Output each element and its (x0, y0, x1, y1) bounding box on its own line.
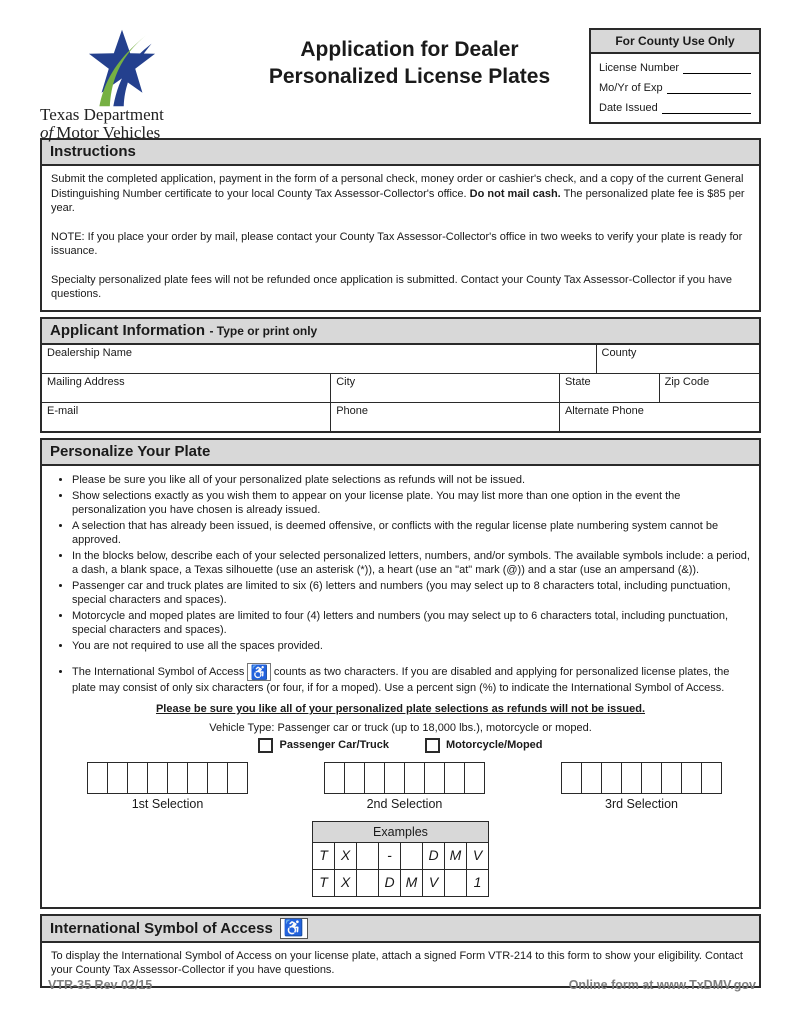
example-cell: D (423, 842, 445, 869)
plate-character-cell[interactable] (208, 763, 228, 793)
instructions-paragraph-3: Specialty personalized plate fees will not be refunded once application is submitted. Contact your County Tax Assessor-Collector if you have questions. (51, 273, 732, 301)
example-cell: V (423, 869, 445, 896)
email-field[interactable]: E-mail (47, 404, 79, 417)
plate-character-cell[interactable] (662, 763, 682, 793)
personalize-body (42, 466, 759, 907)
passenger-car-truck-option: Passenger Car/Truck (258, 738, 388, 753)
mailing-address-field[interactable]: Mailing Address (47, 375, 125, 388)
instructions-body (42, 166, 759, 310)
isa-header: International Symbol of Access ♿ (42, 916, 759, 943)
example-cell: T (313, 842, 335, 869)
county-date-issued-field: Date Issued (599, 102, 751, 114)
bullet-item: • Passenger car and truck plates are limited to six (6) letters and numbers (you may select up to 8 characters total, including punctuation, special characters and spaces). (72, 579, 750, 607)
alternate-phone-field[interactable]: Alternate Phone (559, 403, 759, 431)
example-cell: X (335, 842, 357, 869)
plate-character-cell[interactable] (445, 763, 465, 793)
example-cell: M (401, 869, 423, 896)
logo-line2: of Motor Vehicles (40, 122, 161, 142)
plate-character-cell[interactable] (108, 763, 128, 793)
online-form-note: Online form at www.TxDMV.gov (568, 978, 756, 992)
isa-section (40, 914, 761, 988)
wheelchair-icon: ♿ (280, 918, 308, 939)
example-cell (357, 869, 379, 896)
applicant-row-1 (42, 345, 759, 373)
example-cell: 1 (467, 869, 489, 896)
form-number: VTR-35 Rev 02/15 (48, 978, 153, 992)
example-cell: - (379, 842, 401, 869)
applicant-header: Applicant Information - Type or print only (42, 319, 759, 345)
bullet-item: • Please be sure you like all of your personalized plate selections as refunds will not be issued. (72, 473, 750, 487)
personalize-bullet-list (51, 473, 750, 695)
selection-1-cells (87, 762, 248, 794)
form-title (230, 28, 589, 91)
examples-row-1 (313, 842, 489, 869)
plate-character-cell[interactable] (385, 763, 405, 793)
personalize-section (40, 438, 761, 909)
txdmv-logo-text (40, 106, 230, 142)
selection-group-3 (561, 762, 722, 812)
txdmv-logo (40, 28, 230, 142)
plate-character-cell[interactable] (345, 763, 365, 793)
form-header (40, 28, 761, 142)
selection-group-2 (324, 762, 485, 812)
city-field[interactable]: City (330, 374, 559, 402)
selection-boxes-row (51, 762, 750, 812)
plate-character-cell[interactable] (188, 763, 208, 793)
selection-3-label: 3rd Selection (605, 796, 678, 811)
plate-character-cell[interactable] (465, 763, 484, 793)
examples-title: Examples (313, 821, 489, 842)
applicant-row-3 (42, 402, 759, 431)
blank-line (667, 82, 751, 94)
plate-character-cell[interactable] (365, 763, 385, 793)
bullet-item: • Show selections exactly as you wish them to appear on your license plate. You may list more than one option in the event the personalization you have chosen is already issued. (72, 489, 750, 517)
dealership-name-field[interactable]: Dealership Name (47, 346, 132, 359)
example-cell (357, 842, 379, 869)
bullet-item: • You are not required to use all the spaces provided. (72, 639, 750, 653)
blank-line (662, 102, 751, 114)
plate-character-cell[interactable] (228, 763, 247, 793)
form-title-line1: Application for Dealer (300, 38, 519, 61)
selection-2-cells (324, 762, 485, 794)
plate-character-cell[interactable] (325, 763, 345, 793)
applicant-grid (42, 345, 759, 431)
plate-character-cell[interactable] (148, 763, 168, 793)
county-field[interactable]: County (596, 345, 759, 373)
example-cell: M (445, 842, 467, 869)
plate-character-cell[interactable] (622, 763, 642, 793)
checkbox-motorcycle-moped[interactable] (425, 738, 440, 753)
county-exp-field: Mo/Yr of Exp (599, 82, 751, 94)
plate-character-cell[interactable] (425, 763, 445, 793)
txdmv-star-logo-icon (68, 28, 176, 108)
plate-character-cell[interactable] (702, 763, 721, 793)
instructions-section (40, 138, 761, 312)
logo-line1: Texas Department (40, 105, 164, 124)
plate-character-cell[interactable] (682, 763, 702, 793)
instructions-paragraph-2: NOTE: If you place your order by mail, please contact your County Tax Assessor-Collector's office in two weeks to verify your plate is ready for issuance. (51, 230, 743, 258)
examples-row-2 (313, 869, 489, 896)
applicant-section (40, 317, 761, 433)
selection-2-label: 2nd Selection (366, 796, 443, 811)
example-cell (445, 869, 467, 896)
example-cell: X (335, 869, 357, 896)
refund-warning-text: Please be sure you like all of your personalized plate selections as refunds will not be issued. (155, 702, 646, 715)
instructions-header: Instructions (42, 140, 759, 166)
example-cell: V (467, 842, 489, 869)
form-title-line2: Personalized License Plates (268, 65, 551, 89)
plate-character-cell[interactable] (642, 763, 662, 793)
bullet-item: • A selection that has already been issued, is deemed offensive, or conflicts with the regular license plate numbering system cannot be approved. (72, 519, 750, 547)
plate-character-cell[interactable] (405, 763, 425, 793)
personalize-header: Personalize Your Plate (42, 440, 759, 466)
plate-character-cell[interactable] (168, 763, 188, 793)
plate-character-cell[interactable] (582, 763, 602, 793)
isa-body: To display the International Symbol of Access on your license plate, attach a signed Form VTR-214 to this form to show your eligibility. Contact your County Tax Assessor-Collector if you have questions. (51, 949, 743, 977)
bullet-item: • Motorcycle and moped plates are limited to four (4) letters and numbers (you may select up to 6 characters total, including punctuation, special characters and spaces). (72, 609, 750, 637)
example-cell (401, 842, 423, 869)
state-field[interactable]: State (559, 374, 659, 402)
phone-field[interactable]: Phone (330, 403, 559, 431)
blank-line (683, 62, 751, 74)
county-use-box (589, 28, 761, 124)
examples-table (312, 821, 489, 897)
applicant-row-2 (42, 373, 759, 402)
motorcycle-moped-option: Motorcycle/Moped (425, 738, 543, 753)
county-license-number-field: License Number (599, 62, 751, 74)
selection-3-cells (561, 762, 722, 794)
zip-code-field[interactable]: Zip Code (659, 374, 759, 402)
example-cell: D (379, 869, 401, 896)
selection-1-label: 1st Selection (131, 796, 204, 811)
selection-group-1 (87, 762, 248, 812)
example-cell: T (313, 869, 335, 896)
plate-character-cell[interactable] (88, 763, 108, 793)
plate-character-cell[interactable] (128, 763, 148, 793)
plate-character-cell[interactable] (562, 763, 582, 793)
wheelchair-icon: ♿ (247, 663, 270, 681)
vehicle-type-checkboxes (51, 738, 750, 753)
county-use-title: For County Use Only (591, 30, 759, 54)
form-footer (48, 978, 756, 992)
vehicle-type-text: Vehicle Type: Passenger car or truck (up to 18,000 lbs.), motorcycle or moped. (209, 721, 592, 734)
checkbox-passenger-car-truck[interactable] (258, 738, 273, 753)
instructions-paragraph-1: Submit the completed application, payment in the form of a personal check, money order or cashier's check, and a copy of the current General Distinguishing Number certificate to your local County Tax Assessor-Collector's office. Do not mail cash. The personalized plate fee is $85 per year. (51, 173, 745, 215)
bullet-item-isa: • The International Symbol of Access ♿ counts as two characters. If you are disabled and applying for personalized license plates, the plate may consist of only six characters (or four, if for a moped). Use a percent sign (%) to indicate the International Symbol of Access. (72, 663, 750, 695)
plate-character-cell[interactable] (602, 763, 622, 793)
examples-header-row (313, 821, 489, 842)
bullet-item: • In the blocks below, describe each of your selected personalized letters, numbers, and/or symbols. The available symbols include: a period, a dash, a blank space, a Texas silhouette (use an asterisk (*)), a heart (use an "at" mark (@)) and a star (use an ampersand (&)). (72, 549, 750, 577)
